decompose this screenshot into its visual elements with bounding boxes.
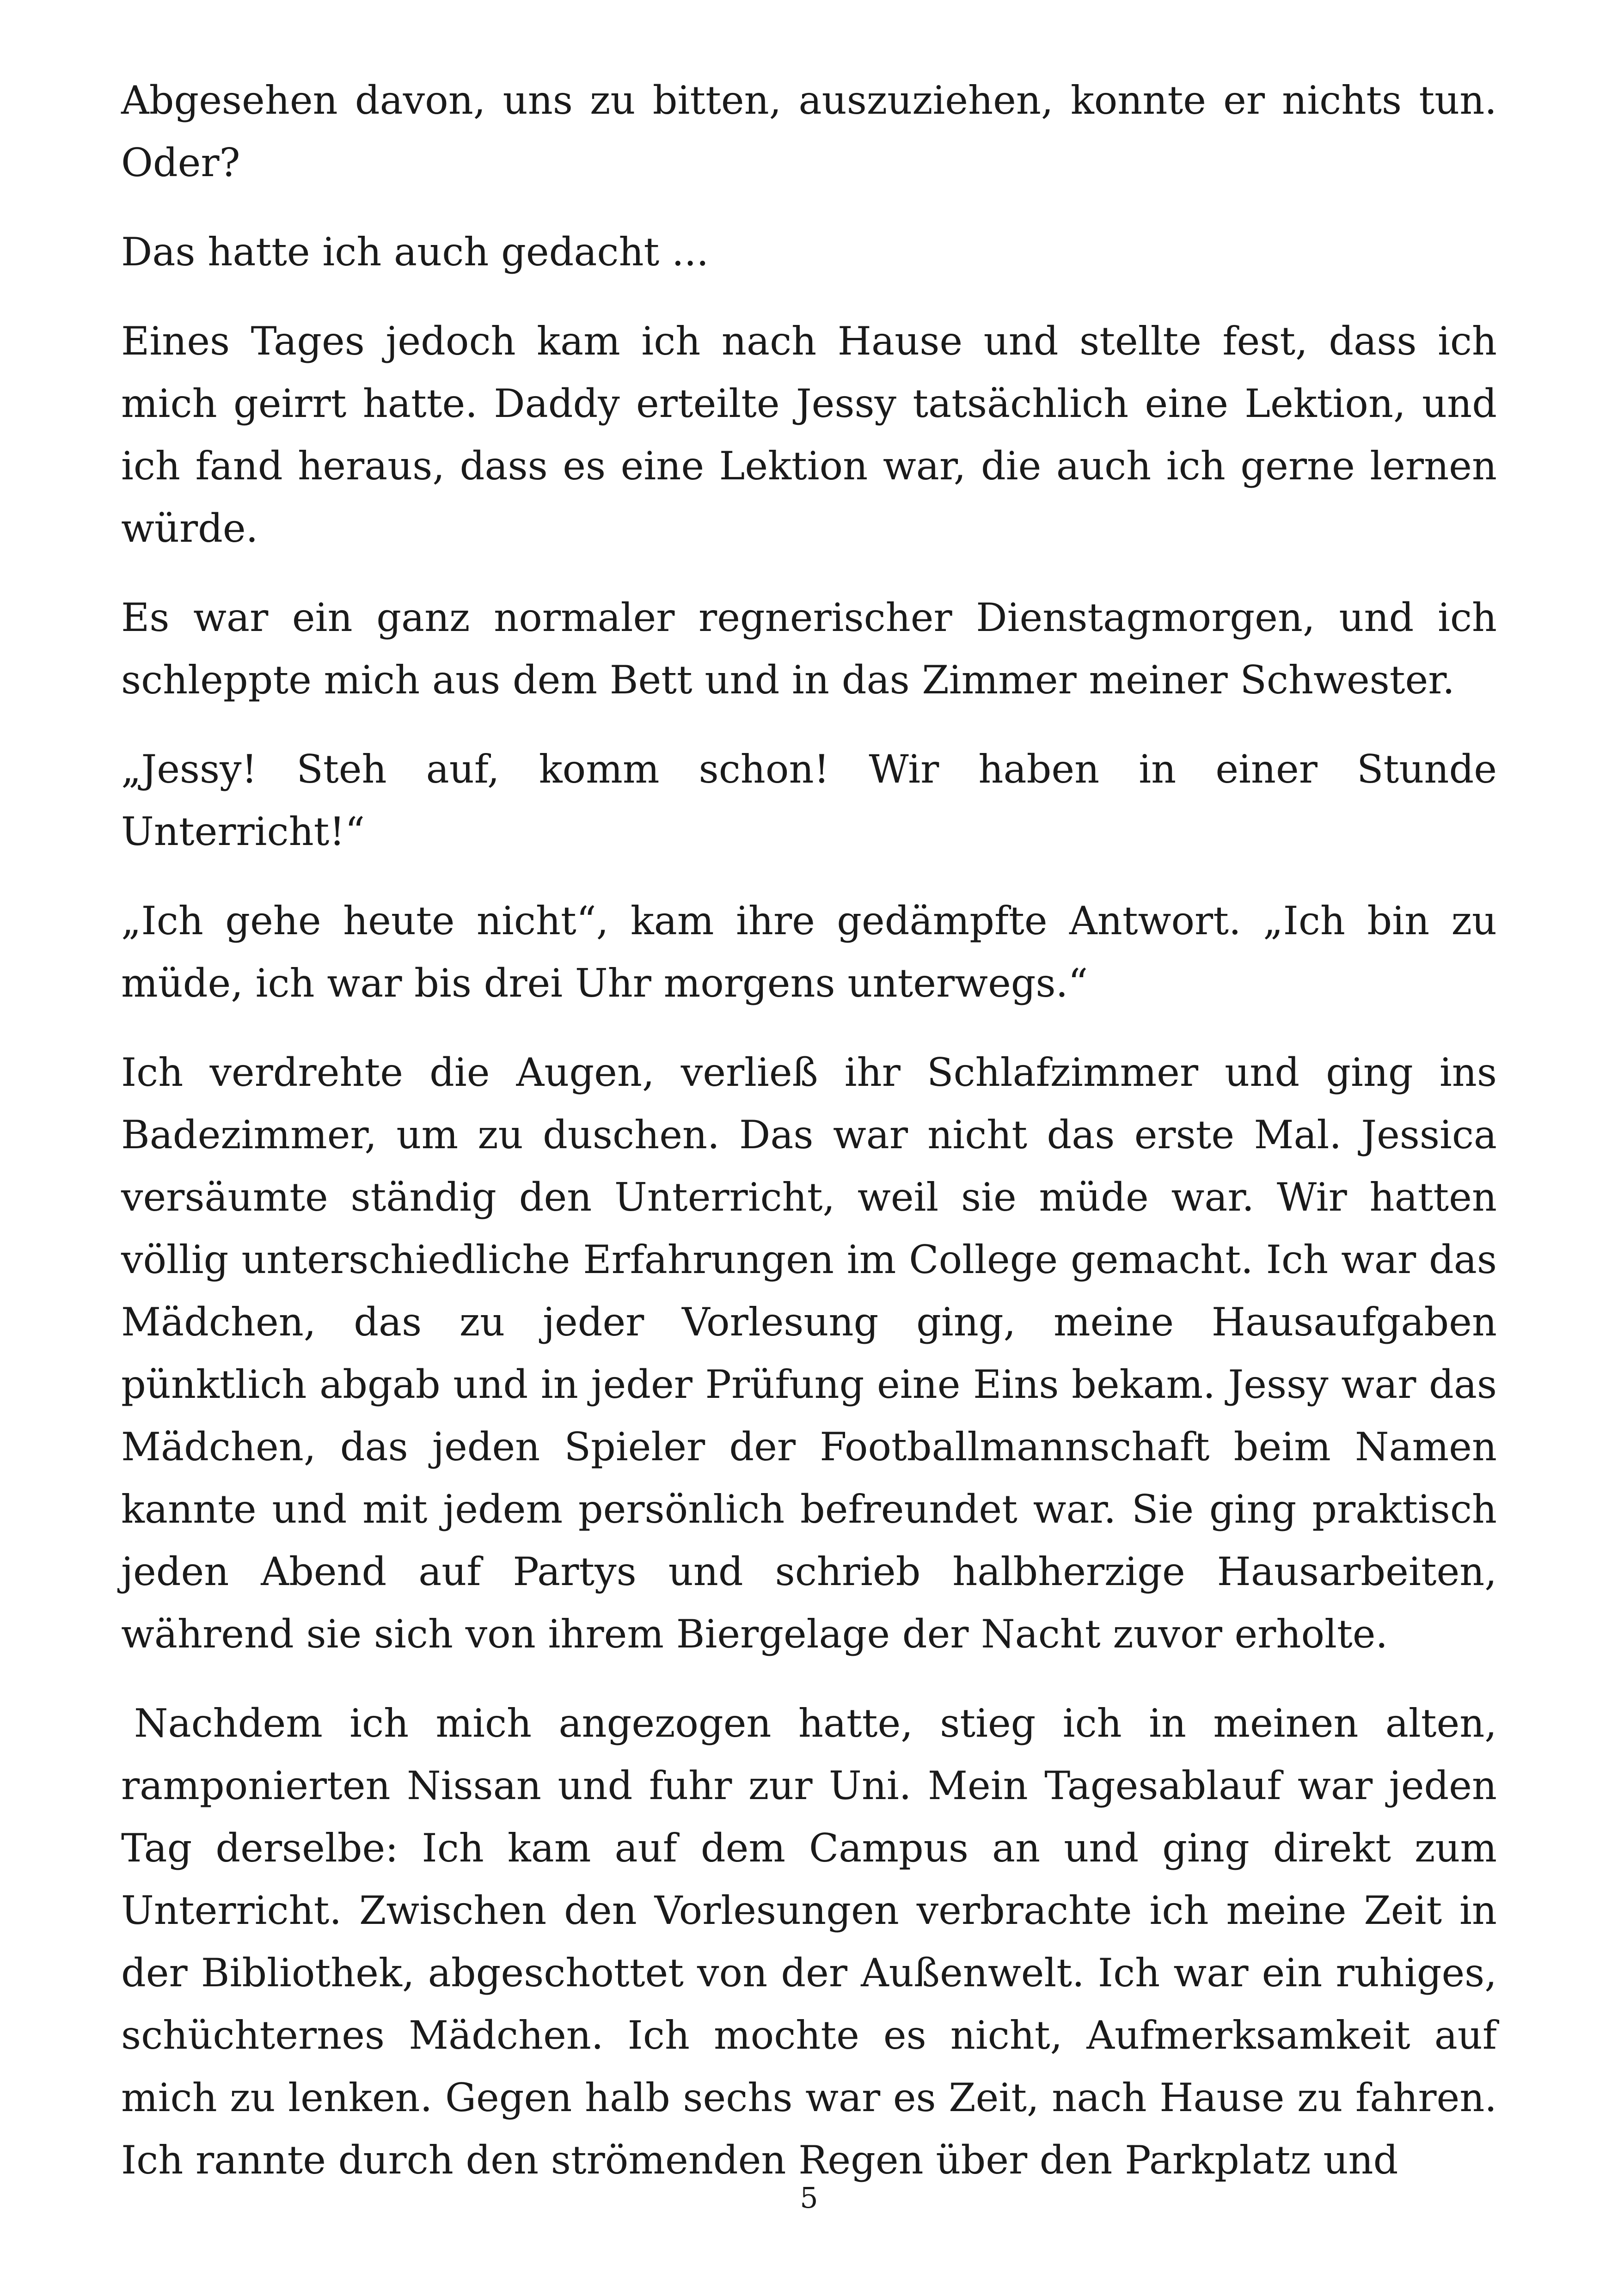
paragraph: Abgesehen davon, uns zu bitten, auszuziehen, konnte er nichts tun. Oder? — [121, 78, 1497, 185]
paragraph: Es war ein ganz normaler regnerischer Dienstagmorgen, und ich schleppte mich aus dem Bett und in das Zimmer meiner Schwester. — [121, 595, 1497, 703]
paragraph: „Ich gehe heute nicht“, kam ihre gedämpfte Antwort. „Ich bin zu müde, ich war bis drei Uhr morgens unterwegs.“ — [121, 898, 1497, 1006]
paragraph: „Jessy! Steh auf, komm schon! Wir haben in einer Stunde Unterricht!“ — [121, 747, 1497, 854]
paragraph: Nachdem ich mich angezogen hatte, stieg ich in meinen alten, ramponierten Nissan und fuhr zur Uni. Mein Tagesablauf war jeden Tag derselbe: Ich kam auf dem Campus an und ging direkt zum Unterricht. Zwischen den Vorlesungen verbrachte ich meine Zeit in der Bibliothek, abgeschottet von der Außenwelt. Ich war ein ruhiges, schüchternes Mädchen. Ich mochte es nicht, Aufmerksamkeit auf mich zu lenken. Gegen halb sechs war es Zeit, nach Hause zu fahren. Ich rannte durch den strömenden Regen über den Parkplatz und — [121, 1701, 1497, 2183]
paragraph: Eines Tages jedoch kam ich nach Hause und stellte fest, dass ich mich geirrt hatte. Daddy erteilte Jessy tatsächlich eine Lektion, und ich fand heraus, dass es eine Lektion war, die auch ich gerne lernen würde. — [121, 318, 1497, 551]
page-body — [121, 69, 1497, 2218]
paragraph: Das hatte ich auch gedacht ... — [121, 229, 709, 275]
paragraph: Ich verdrehte die Augen, verließ ihr Schlafzimmer und ging ins Badezimmer, um zu duschen. Das war nicht das erste Mal. Jessica versäumte ständig den Unterricht, weil sie müde war. Wir hatten völlig unterschiedliche Erfahrungen im College gemacht. Ich war das Mädchen, das zu jeder Vorlesung ging, meine Hausaufgaben pünktlich abgab und in jeder Prüfung eine Eins bekam. Jessy war das Mädchen, das jeden Spieler der Footballmannschaft beim Namen kannte und mit jedem persönlich befreundet war. Sie ging praktisch jeden Abend auf Partys und schrieb halbherzige Hausarbeiten, während sie sich von ihrem Biergelage der Nacht zuvor erholte. — [121, 1050, 1497, 1657]
page-number: 5 — [800, 2181, 818, 2215]
